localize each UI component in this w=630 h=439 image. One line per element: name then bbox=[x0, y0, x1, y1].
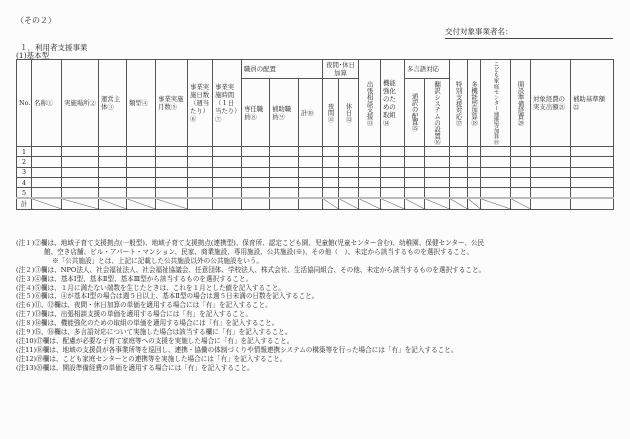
note-3: (注３)④欄は、基本Ⅰ型、基本Ⅱ型、基本Ⅲ型から該当するものを選択すること。 bbox=[16, 274, 253, 283]
diagonal-cell bbox=[127, 198, 156, 209]
header-name: 名称① bbox=[32, 60, 62, 147]
diagonal-cell bbox=[481, 198, 511, 209]
note-10: (注10)⑰欄は、配慮が必要な子育て家庭等への支援を実施した場合に「有」を記入すること。 bbox=[16, 336, 294, 345]
header-kodomo-center: こども家庭センター連携等加算⑲ bbox=[481, 60, 511, 147]
header-hours-per-day: 事業実施時間（１日当たり）⑦ bbox=[213, 60, 242, 147]
header-subsidy-standard: 補助基準額㉒ bbox=[571, 60, 614, 147]
diagonal-cell bbox=[156, 198, 188, 209]
row-number: 5 bbox=[17, 188, 32, 199]
header-staff-group: 職員の配置 bbox=[242, 60, 323, 79]
header-actual-expense: 対象経費の実支出額㉑ bbox=[531, 60, 571, 147]
header-staff-assistant: 補助職員⑨ bbox=[270, 79, 299, 147]
diagonal-cell bbox=[381, 198, 405, 209]
header-multilingual-group: 多言語対応 bbox=[405, 60, 450, 79]
diagonal-cell bbox=[62, 198, 99, 209]
diagonal-cell bbox=[511, 198, 531, 209]
table-row bbox=[17, 188, 614, 199]
header-type: 類型④ bbox=[127, 60, 156, 147]
diagonal-cell bbox=[339, 198, 359, 209]
row-number: 2 bbox=[17, 157, 32, 167]
row-number: 1 bbox=[17, 147, 32, 157]
table-row bbox=[17, 177, 614, 187]
header-multifunction: 多機能型加算⑱ bbox=[468, 60, 481, 147]
note-9: (注９)⑮、⑯欄は、多言語対応について実施した場合は該当する欄に「有」を記入すること。 bbox=[16, 328, 292, 337]
total-label: 計 bbox=[17, 198, 32, 209]
note-1-public-facility: ※「公共施設」とは、上記に記載した公共施設以外の公共施設をいう。 bbox=[52, 256, 263, 265]
diagonal-cell bbox=[405, 198, 425, 209]
section-title: １．利用者支援事業 bbox=[20, 43, 88, 52]
basic-type-table bbox=[16, 59, 614, 210]
diagonal-cell bbox=[99, 198, 127, 209]
header-staff-fulltime: 専任職員⑧ bbox=[242, 79, 270, 147]
header-setup-cost: 開設準備経費⑳ bbox=[511, 60, 531, 147]
note-12: (注12)⑲欄は、こども家庭センターとの連携等を実施した場合には「有」を記入すること。 bbox=[16, 354, 287, 363]
note-6: (注６)⑪、⑫欄は、夜間・休日加算の単価を適用する場合には「有」を記入すること。 bbox=[16, 301, 272, 310]
note-1: (注１)②欄は、地域子育て支援拠点(一般型)、地域子育て支援拠点(連携型)、保育所、認定こども園、児童館(児童センター含む)、幼稚園、保健センター、公民 bbox=[16, 239, 485, 247]
note-5: (注５)⑥欄は、④が基本Ⅰ型の場合は週５日以上、基本Ⅱ型の場合は週５日未満の日数を記入すること。 bbox=[16, 292, 319, 301]
header-outreach: 出張相談支援⑬ bbox=[359, 60, 381, 147]
header-staff-total: 計⑩ bbox=[299, 79, 323, 147]
diagonal-cell bbox=[425, 198, 450, 209]
subsection-title: (1)基本型 bbox=[16, 51, 50, 60]
note-8: (注８)⑭欄は、機能強化のための取組の単価を適用する場合には「有」を記入すること。 bbox=[16, 319, 279, 328]
row-number: 4 bbox=[17, 177, 32, 187]
header-night: 夜間⑪ bbox=[323, 79, 339, 147]
header-operator: 運営主体③ bbox=[99, 60, 127, 147]
diagonal-cell bbox=[323, 198, 339, 209]
header-special-support: 特別支援対応⑰ bbox=[450, 60, 468, 147]
diagonal-cell bbox=[32, 198, 62, 209]
table-row bbox=[17, 167, 614, 177]
note-1-continued: 館、空き店舗、ビル・アパート・マンション、民家、商業施設、専用施設、公共施設(※)、その他（ ）、未定から該当するものを選択すること。 bbox=[44, 247, 474, 256]
note-2: (注２)③欄は、NPO法人、社会福祉法人、社会福祉協議会、任意団体、学校法人、株式会社、生活協同組合、その他、未定から該当するものを選択すること。 bbox=[16, 265, 486, 274]
header-location: 実施場所② bbox=[62, 60, 99, 147]
header-no: No. bbox=[17, 60, 32, 147]
note-11: (注11)⑱欄は、地域の支援員が各事業所等を巡回し、連携・協働の体制づくりや情報連携システムの構築等を行った場合には「有」を記入すること。 bbox=[16, 345, 458, 354]
note-7: (注７)⑬欄は、出張相談支援の単価を適用する場合には「有」を記入すること。 bbox=[16, 310, 252, 319]
note-13: (注13)⑳欄は、開設準備経費の単価を適用する場合には「有」を記入すること。 bbox=[16, 363, 254, 372]
note-4: (注４)⑤欄は、１月に満たない端数を生じたときは、これを１月とした値を記入すること。 bbox=[16, 283, 285, 292]
header-holiday: 休日⑫ bbox=[339, 79, 359, 147]
diagonal-cell bbox=[450, 198, 468, 209]
header-interpreter: 通訳の配置⑮ bbox=[405, 79, 425, 147]
table-row bbox=[17, 157, 614, 167]
page-label: （その２） bbox=[16, 16, 56, 25]
total-row bbox=[17, 198, 614, 209]
grantee-name-field[interactable]: 交付対象事業者名： bbox=[445, 26, 613, 39]
header-translation-system: 翻訳システムの設置⑯ bbox=[425, 79, 450, 147]
diagonal-cell bbox=[468, 198, 481, 209]
header-months: 事業実施月数⑤ bbox=[156, 60, 188, 147]
diagonal-cell bbox=[359, 198, 381, 209]
header-days-per-week: 事業実施日数（週当たり）⑥ bbox=[188, 60, 213, 147]
header-night-holiday-group: 夜間･休日加算 bbox=[323, 60, 359, 79]
header-function-strengthen: 機能強化のための取組⑭ bbox=[381, 60, 405, 147]
table-row bbox=[17, 147, 614, 157]
notes-section bbox=[16, 239, 626, 373]
row-number: 3 bbox=[17, 167, 32, 177]
